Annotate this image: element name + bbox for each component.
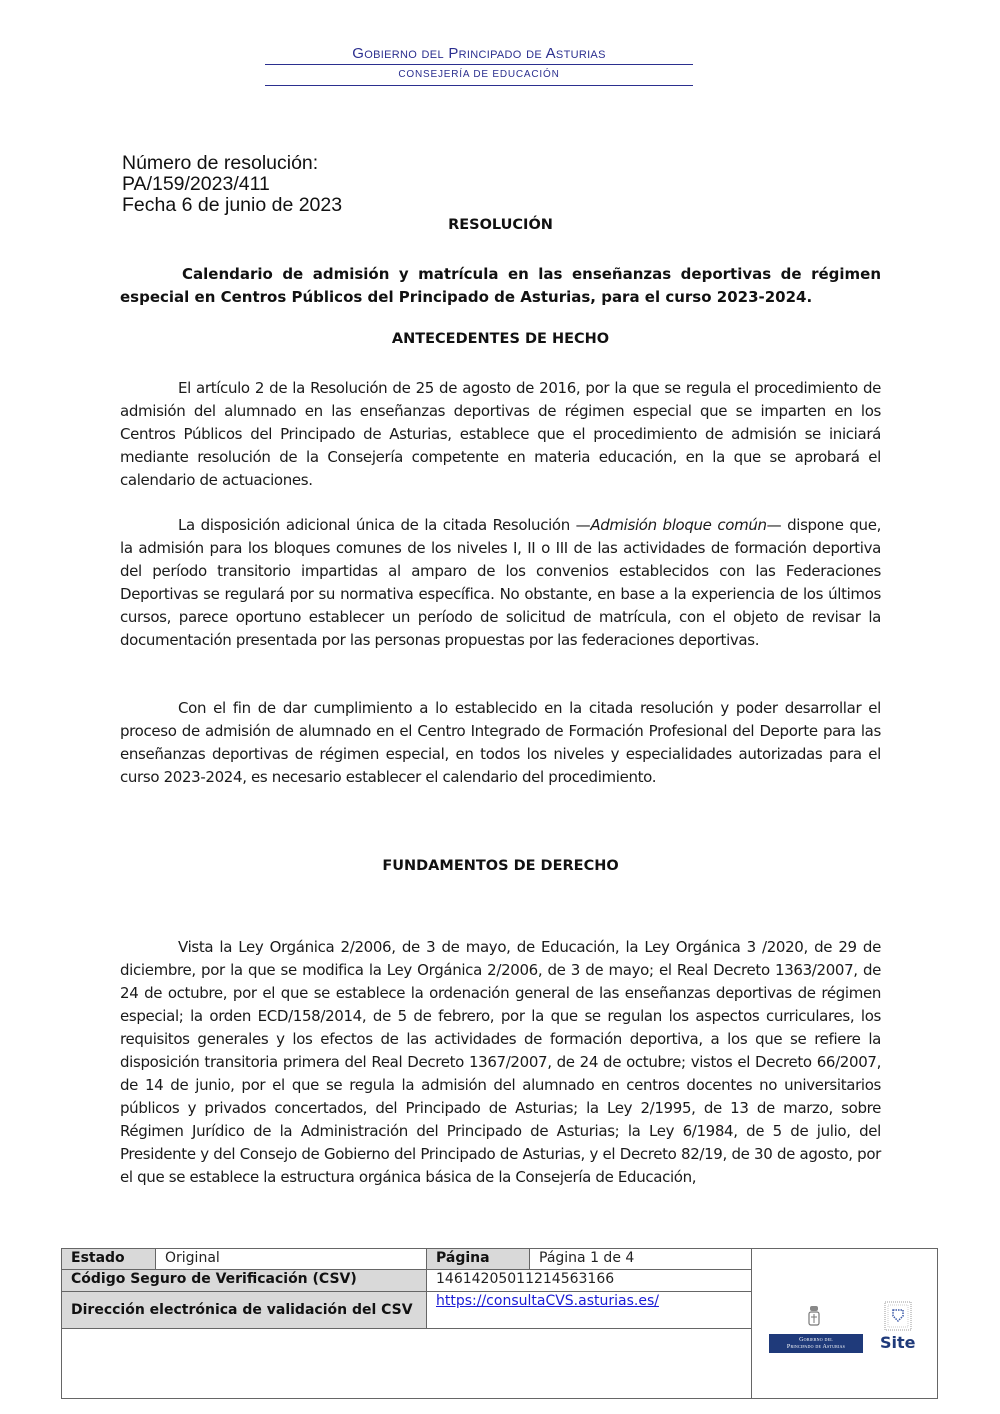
paragraph-antecedentes-2 (120, 514, 881, 652)
pagina-value: Página 1 de 4 (530, 1249, 752, 1270)
gobierno-logo-line2: Principado de Asturias (786, 1344, 846, 1350)
paragraph-antecedentes-1: El artículo 2 de la Resolución de 25 de agosto de 2016, por la que se regula el procedimiento de admisión del alumnado en las enseñanzas deportivas de régimen especial que se imparten en los Centros Públicos del Principado de Asturias, establece que el procedimiento de admisión se iniciará mediante resolución de la Consejería competente en materia educación, en la que se aprobará el calendario de actuaciones. (120, 379, 881, 489)
paragraph-text: La disposición adicional única de la citada Resolución — (178, 516, 591, 534)
paragraph-text: — dispone que, la admisión para los bloques comunes de los niveles I, II o III de las actividades de formación deportiva del período transitorio impartidas al amparo de los convenios establecidos con las Federaciones Deportivas se regulará por su normativa específica. No obstante, en base a la experiencia de los últimos cursos, parece oportuno establecer un período de solicitud de matrícula, con el objeto de revisar la documentación presentada por las personas propuestas por las federaciones deportivas. (120, 516, 881, 649)
letterhead-divider-bottom (265, 85, 693, 86)
barcode-cell (62, 1329, 752, 1398)
resolution-number-label: Número de resolución: (122, 152, 319, 174)
government-name: Gobierno del Principado de Asturias (352, 45, 606, 62)
estado-value: Original (156, 1249, 427, 1270)
resolution-date: Fecha 6 de junio de 2023 (122, 194, 343, 216)
resolution-stamp (122, 153, 342, 216)
estado-label: Estado (62, 1249, 156, 1270)
gobierno-logo (769, 1334, 863, 1353)
section-heading-fundamentos: FUNDAMENTOS DE DERECHO (382, 858, 619, 874)
resolution-number: PA/159/2023/411 (122, 173, 270, 195)
pagina-label: Página (427, 1249, 530, 1270)
section-heading-antecedentes: ANTECEDENTES DE HECHO (391, 331, 610, 347)
logos-area (751, 1249, 938, 1398)
url-label: Dirección electrónica de validación del CSV (62, 1292, 427, 1329)
coat-of-arms-icon (807, 1306, 821, 1328)
csv-value: 14614205011214563166 (427, 1270, 752, 1292)
paragraph-antecedentes-3: Con el fin de dar cumplimiento a lo establecido en la citada resolución y poder desarrollar el proceso de admisión de alumnado en el Centro Integrado de Formación Profesional del Deporte para las enseñanzas deportivas de régimen especial, en todos los niveles y especialidades autorizadas para el curso 2023-2024, es necesario establecer el calendario del procedimiento. (120, 699, 881, 786)
validation-link[interactable]: https://consultaCVS.asturias.es/ (436, 1293, 659, 1309)
site-logo-icon (884, 1301, 912, 1331)
csv-label: Código Seguro de Verificación (CSV) (62, 1270, 427, 1292)
paragraph-fundamentos-1: Vista la Ley Orgánica 2/2006, de 3 de mayo, de Educación, la Ley Orgánica 3 /2020, de 29 de diciembre, por la que se modifica la Ley Orgánica 2/2006, de 3 de mayo; el Real Decreto 1363/2007, de 24 de octubre, por el que se establece la ordenación general de las enseñanzas deportivas de régimen especial; la orden ECD/158/2014, de 5 de febrero, por la que se regulan los aspectos curriculares, los requisitos generales y los efectos de las actividades de formación deportiva, a los que se refiere la disposición transitoria primera del Real Decreto 1367/2007, de 24 de octubre; vistos el Decreto 66/2007, de 14 de junio, por el que se regula la admisión del alumnado en centros docentes no universitarios públicos y privados concertados, del Principado de Asturias; la Ley 2/1995, de 13 de marzo, sobre Régimen Jurídico de la Administración del Principado de Asturias; la Ley 6/1984, de 5 de julio, del Presidente y del Consejo de Gobierno del Principado de Asturias, y el Decreto 82/19, de 30 de agosto, por el que se establece la estructura orgánica básica de la Consejería de Educación, (120, 938, 881, 1186)
department-name: CONSEJERÍA DE EDUCACIÓN (398, 69, 560, 80)
letterhead (265, 44, 693, 86)
italic-term: Admisión bloque común (590, 516, 767, 534)
verification-table (61, 1248, 938, 1399)
document-title: Calendario de admisión y matrícula en las enseñanzas deportivas de régimen especial en Centros Públicos del Principado de Asturias, para el curso 2023-2024. (120, 265, 881, 306)
gobierno-logo-line1: Gobierno del (799, 1337, 833, 1343)
site-logo-text: Site (880, 1333, 916, 1352)
document-heading: RESOLUCIÓN (448, 217, 553, 233)
url-value-cell (427, 1292, 752, 1329)
